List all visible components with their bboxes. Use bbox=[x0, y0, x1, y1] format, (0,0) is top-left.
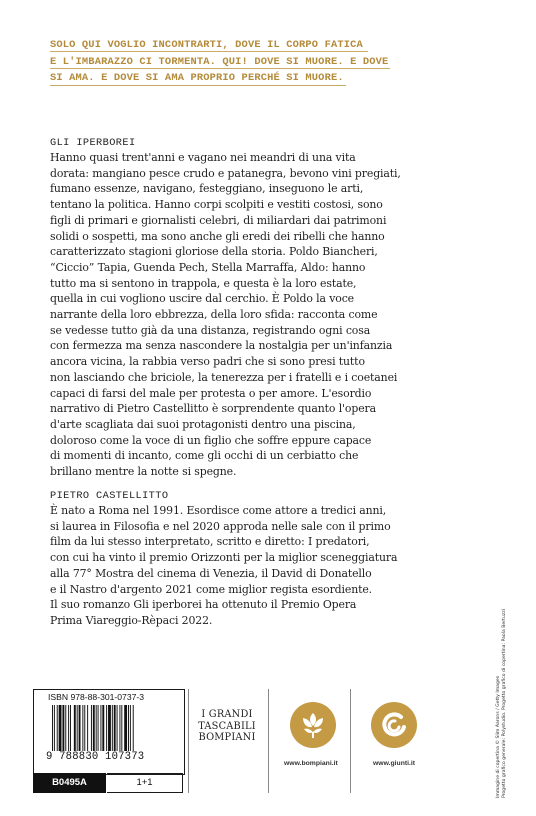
bompiani-site-link[interactable]: www.bompiani.it bbox=[284, 760, 338, 767]
author-line: si laurea in Filosofia e nel 2020 approda nelle sale con il primo bbox=[50, 519, 391, 533]
quote-line-1: SOLO QUI VOGLIO INCONTRARTI, DOVE IL CORPO FATICA bbox=[50, 39, 363, 51]
giunti-site-link[interactable]: www.giunti.it bbox=[373, 760, 416, 767]
author-bio bbox=[50, 503, 490, 629]
synopsis-line: se vedesse tutto già da una distanza, registrando ogni cosa bbox=[50, 323, 371, 337]
cover-quote bbox=[50, 37, 410, 87]
edition-code: 1+1 bbox=[107, 773, 183, 793]
synopsis-text bbox=[50, 150, 490, 480]
giunti-logo bbox=[371, 702, 417, 748]
synopsis-line: Hanno quasi trent'anni e vagano nei meandri di una vita bbox=[50, 151, 356, 164]
series-line-1: I GRANDI bbox=[201, 709, 253, 720]
author-line: Prima Viareggio-Rèpaci 2022. bbox=[50, 613, 213, 627]
author-line: film da lui stesso interpretato, scritto e diretto: I predatori, bbox=[50, 535, 370, 549]
barcode-number: 9 788830 107373 bbox=[46, 751, 145, 763]
synopsis-line: brillano mentre la notte si spegne. bbox=[50, 465, 237, 479]
cover-credits bbox=[496, 609, 508, 798]
synopsis-line: dorata: mangiano pesce crudo e patanegra, bevono vini pregiati, bbox=[50, 166, 401, 180]
synopsis-line: non lasciando che briciole, la tenerezza per i fratelli e i coetanei bbox=[50, 370, 398, 384]
synopsis-line: doloroso come la voce di un figlio che soffre eppure capace bbox=[50, 433, 372, 447]
series-line-2: TASCABILI bbox=[198, 720, 256, 732]
synopsis-line: caratterizzato stagioni gloriose della storia. Poldo Biancheri, bbox=[50, 245, 378, 259]
flower-icon bbox=[290, 702, 336, 748]
synopsis-line: narrativo di Pietro Castellitto è sorprendente quanto l'opera bbox=[50, 402, 376, 416]
synopsis-line: tentano la politica. Hanno corpi scolpiti e vestiti costosi, sono bbox=[50, 198, 383, 212]
quote-underline-2 bbox=[50, 68, 390, 69]
quote-underline-1 bbox=[50, 51, 368, 52]
synopsis-line: d'arte scagliata dai suoi protagonisti dentro una piscina, bbox=[50, 417, 356, 431]
synopsis-line: “Ciccio” Tapia, Guenda Pech, Stella Marraffa, Aldo: hanno bbox=[50, 260, 366, 274]
synopsis-line: tutto ma si sentono in trappola, e questa è la loro estate, bbox=[50, 276, 357, 290]
synopsis-line: quella in cui vogliono uscire dal cerchio. È Poldo la voce bbox=[50, 292, 355, 306]
quote-underline-3 bbox=[50, 85, 346, 86]
product-code: B0495A bbox=[33, 773, 106, 793]
synopsis-heading: GLI IPERBOREI bbox=[50, 137, 136, 149]
quote-line-3: SI AMA. E DOVE SI AMA PROPRIO PERCHÉ SI MUORE. bbox=[50, 72, 344, 85]
series-name bbox=[192, 709, 262, 744]
synopsis-line: con fermezza ma senza nascondere la nostalgia per un'infanzia bbox=[50, 339, 393, 353]
author-heading: PIETRO CASTELLITTO bbox=[50, 490, 169, 502]
synopsis-line: solidi o sospetti, ma sono anche gli eredi dei ribelli che hanno bbox=[50, 229, 385, 243]
synopsis-line: ancora vicina, la rabbia verso padri che si sono presi tutto bbox=[50, 355, 365, 369]
author-line: Il suo romanzo Gli iperborei ha ottenuto il Premio Opera bbox=[50, 598, 357, 612]
divider bbox=[350, 689, 351, 793]
synopsis-line: fumano essenze, navigano, festeggiano, inseguono le arti, bbox=[50, 182, 364, 196]
synopsis-line: narrante della loro ebbrezza, della loro sfida: racconta come bbox=[50, 308, 378, 322]
synopsis-line: figli di primari e giornalisti celebri, di miliardari dai patrimoni bbox=[50, 213, 387, 227]
synopsis-line: capaci di farsi del male per protesta o per amore. L'esordio bbox=[50, 386, 372, 400]
bompiani-logo bbox=[290, 702, 336, 748]
author-line: con cui ha vinto il premio Orizzonti per la miglior sceneggiatura bbox=[50, 551, 398, 565]
quote-line-2: E L'IMBARAZZO CI TORMENTA. QUI! DOVE SI MUORE. E DOVE bbox=[50, 55, 389, 68]
author-line: È nato a Roma nel 1991. Esordisce come attore a tredici anni, bbox=[50, 504, 387, 517]
divider bbox=[188, 689, 189, 793]
isbn-label: ISBN 978-88-301-0737-3 bbox=[48, 692, 145, 702]
credits-line-1: Immagine di copertina © Slim Aarons / Getty Images bbox=[496, 675, 501, 798]
swirl-icon bbox=[371, 702, 417, 748]
series-line-3: BOMPIANI bbox=[198, 732, 256, 743]
divider bbox=[268, 689, 269, 793]
synopsis-line: di momenti di incanto, come gli occhi di un cerbiatto che bbox=[50, 449, 359, 463]
barcode-image bbox=[52, 705, 170, 751]
author-line: e il Nastro d'argento 2021 come miglior regista esordiente. bbox=[50, 582, 373, 596]
credits-line-2: Progetto grafico generale: Polystudio. Progetto grafico di copertina: Paola Bertuzzi bbox=[502, 609, 507, 798]
author-line: alla 77° Mostra del cinema di Venezia, il David di Donatello bbox=[50, 566, 372, 580]
